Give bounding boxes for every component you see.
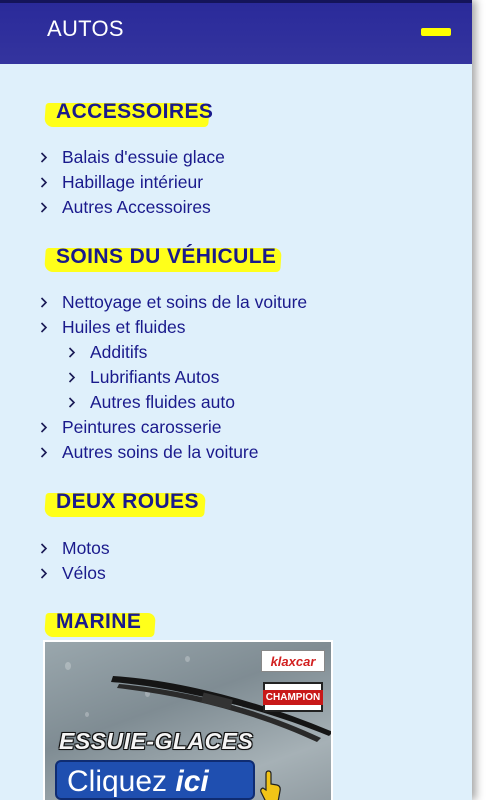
menu-toggle-icon[interactable] bbox=[421, 28, 451, 36]
raindrop bbox=[185, 656, 190, 662]
menu-item-velos[interactable] bbox=[40, 562, 106, 584]
chevron-right-icon bbox=[68, 397, 90, 408]
section-heading-marine bbox=[45, 610, 142, 638]
submenu-item-lubrifiants[interactable] bbox=[68, 366, 219, 388]
banner-headline: ESSUIE-GLACES bbox=[59, 728, 254, 754]
raindrop bbox=[85, 712, 89, 717]
menu-item-label: Additifs bbox=[90, 341, 148, 362]
chevron-right-icon bbox=[40, 422, 62, 433]
menu-item-label: Habillage intérieur bbox=[62, 171, 204, 192]
chevron-right-icon bbox=[40, 543, 62, 554]
menu-item-label: Autres Accessoires bbox=[62, 196, 211, 217]
cta-button[interactable] bbox=[55, 760, 255, 800]
menu-item-label: Vélos bbox=[62, 562, 106, 583]
champion-logo bbox=[263, 682, 323, 712]
chevron-right-icon bbox=[68, 347, 90, 358]
menu-item-motos[interactable] bbox=[40, 537, 110, 559]
menu-item-habillage[interactable] bbox=[40, 171, 203, 193]
menu-item-autres-accessoires[interactable] bbox=[40, 196, 211, 218]
menu-item-label: Lubrifiants Autos bbox=[90, 366, 220, 387]
section-heading-accessoires bbox=[45, 100, 214, 128]
section-heading-deux-roues bbox=[45, 490, 199, 518]
submenu-item-autres-fluides[interactable] bbox=[68, 391, 235, 413]
cta-prefix: Cliquez bbox=[67, 765, 176, 798]
menu-item-label: Autres fluides auto bbox=[90, 391, 235, 412]
menu-item-label: Autres soins de la voiture bbox=[62, 441, 259, 462]
menu-item-peintures[interactable] bbox=[40, 416, 222, 438]
champion-logo-text: CHAMPION bbox=[263, 690, 323, 705]
wiper-promo-banner[interactable] bbox=[43, 640, 333, 800]
chevron-right-icon bbox=[68, 372, 90, 383]
menu-header bbox=[0, 0, 472, 64]
chevron-right-icon bbox=[40, 447, 62, 458]
menu-title: AUTOS bbox=[47, 16, 124, 41]
menu-item-label: Motos bbox=[62, 537, 110, 558]
klaxcar-logo: klaxcar bbox=[261, 650, 325, 672]
cta-emphasis: ici bbox=[175, 765, 209, 798]
chevron-right-icon bbox=[40, 568, 62, 579]
chevron-right-icon bbox=[40, 202, 62, 213]
menu-item-label: Balais d'essuie glace bbox=[62, 146, 225, 167]
section-title: SOINS DU VÉHICULE bbox=[56, 245, 277, 268]
menu-item-nettoyage[interactable] bbox=[40, 291, 307, 313]
menu-item-label: Nettoyage et soins de la voiture bbox=[62, 291, 308, 312]
section-title: DEUX ROUES bbox=[56, 490, 199, 513]
chevron-right-icon bbox=[40, 297, 62, 308]
raindrop bbox=[65, 662, 71, 670]
hand-cursor-icon bbox=[257, 770, 283, 800]
menu-item-label: Peintures carosserie bbox=[62, 416, 222, 437]
menu-item-balais[interactable] bbox=[40, 146, 225, 168]
section-heading-soins bbox=[45, 245, 277, 273]
menu-item-label: Huiles et fluides bbox=[62, 316, 186, 337]
chevron-right-icon bbox=[40, 322, 62, 333]
submenu-item-additifs[interactable] bbox=[68, 341, 147, 363]
chevron-right-icon bbox=[40, 152, 62, 163]
menu-item-autres-soins[interactable] bbox=[40, 441, 259, 463]
menu-item-huiles[interactable] bbox=[40, 316, 186, 338]
cta-text bbox=[67, 765, 209, 799]
chevron-right-icon bbox=[40, 177, 62, 188]
section-title: ACCESSOIRES bbox=[56, 100, 214, 123]
section-title: MARINE bbox=[56, 610, 142, 633]
